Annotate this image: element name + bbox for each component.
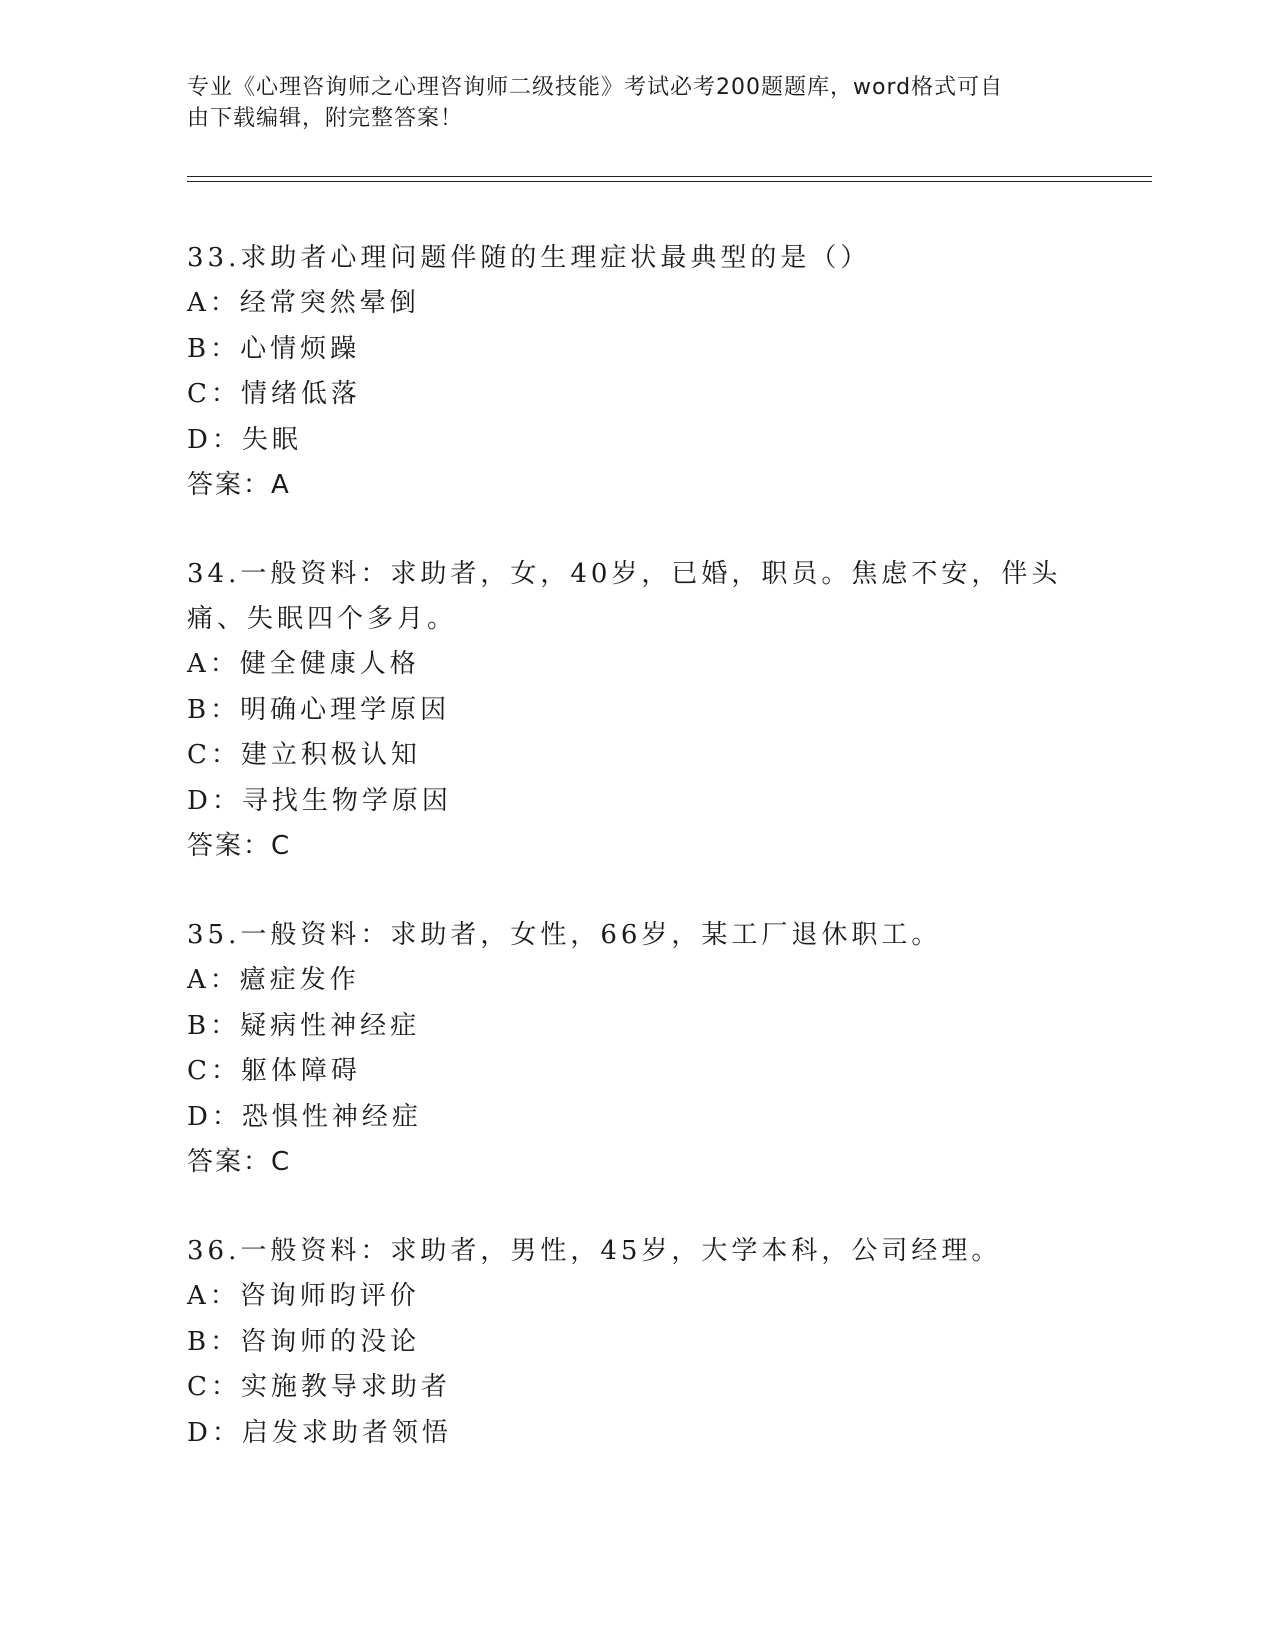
option-a: A：经常突然晕倒 xyxy=(187,288,420,318)
option-c: C：躯体障碍 xyxy=(187,1056,361,1086)
question-36 xyxy=(187,1229,1117,1456)
option-d: D：失眠 xyxy=(187,424,302,455)
answer-line: 答案：C xyxy=(187,1147,292,1177)
option-d: D：恐惧性神经症 xyxy=(187,1101,422,1132)
question-stem: 34.一般资料：求助者，女，40岁，已婚，职员。焦虑不安，伴头痛、失眠四个多月。 xyxy=(187,559,1062,634)
question-list xyxy=(187,236,1117,1500)
option-b: B：咨询师的没论 xyxy=(187,1326,421,1357)
document-header xyxy=(187,72,1067,134)
option-b: B：疑病性神经症 xyxy=(187,1010,421,1041)
option-a: A：癔症发作 xyxy=(187,965,360,995)
option-a: A：健全健康人格 xyxy=(187,649,420,679)
header-divider-top xyxy=(187,176,1152,177)
question-35 xyxy=(187,913,1117,1185)
option-b: B：明确心理学原因 xyxy=(187,694,451,725)
option-a: A：咨询师昀评价 xyxy=(187,1281,420,1311)
question-stem: 36.一般资料：求助者，男性，45岁，大学本科，公司经理。 xyxy=(187,1236,1002,1266)
question-stem: 35.一般资料：求助者，女性，66岁，某工厂退休职工。 xyxy=(187,920,942,950)
question-33 xyxy=(187,236,1117,508)
option-d: D：启发求助者领悟 xyxy=(187,1417,452,1448)
option-c: C：情绪低落 xyxy=(187,379,361,409)
answer-line: 答案：A xyxy=(187,470,291,500)
option-d: D：寻找生物学原因 xyxy=(187,785,452,816)
option-c: C：实施教导求助者 xyxy=(187,1372,451,1402)
option-b: B：心情烦躁 xyxy=(187,333,361,364)
header-line-1: 专业《心理咨询师之心理咨询师二级技能》考试必考200题题库，word格式可自 xyxy=(187,75,1004,100)
question-stem: 33.求助者心理问题伴随的生理症状最典型的是（） xyxy=(187,243,871,273)
header-line-2: 由下载编辑，附完整答案！ xyxy=(187,106,464,131)
answer-line: 答案：C xyxy=(187,831,292,861)
header-divider-bottom xyxy=(187,181,1152,182)
question-34 xyxy=(187,552,1117,869)
option-c: C：建立积极认知 xyxy=(187,740,421,770)
